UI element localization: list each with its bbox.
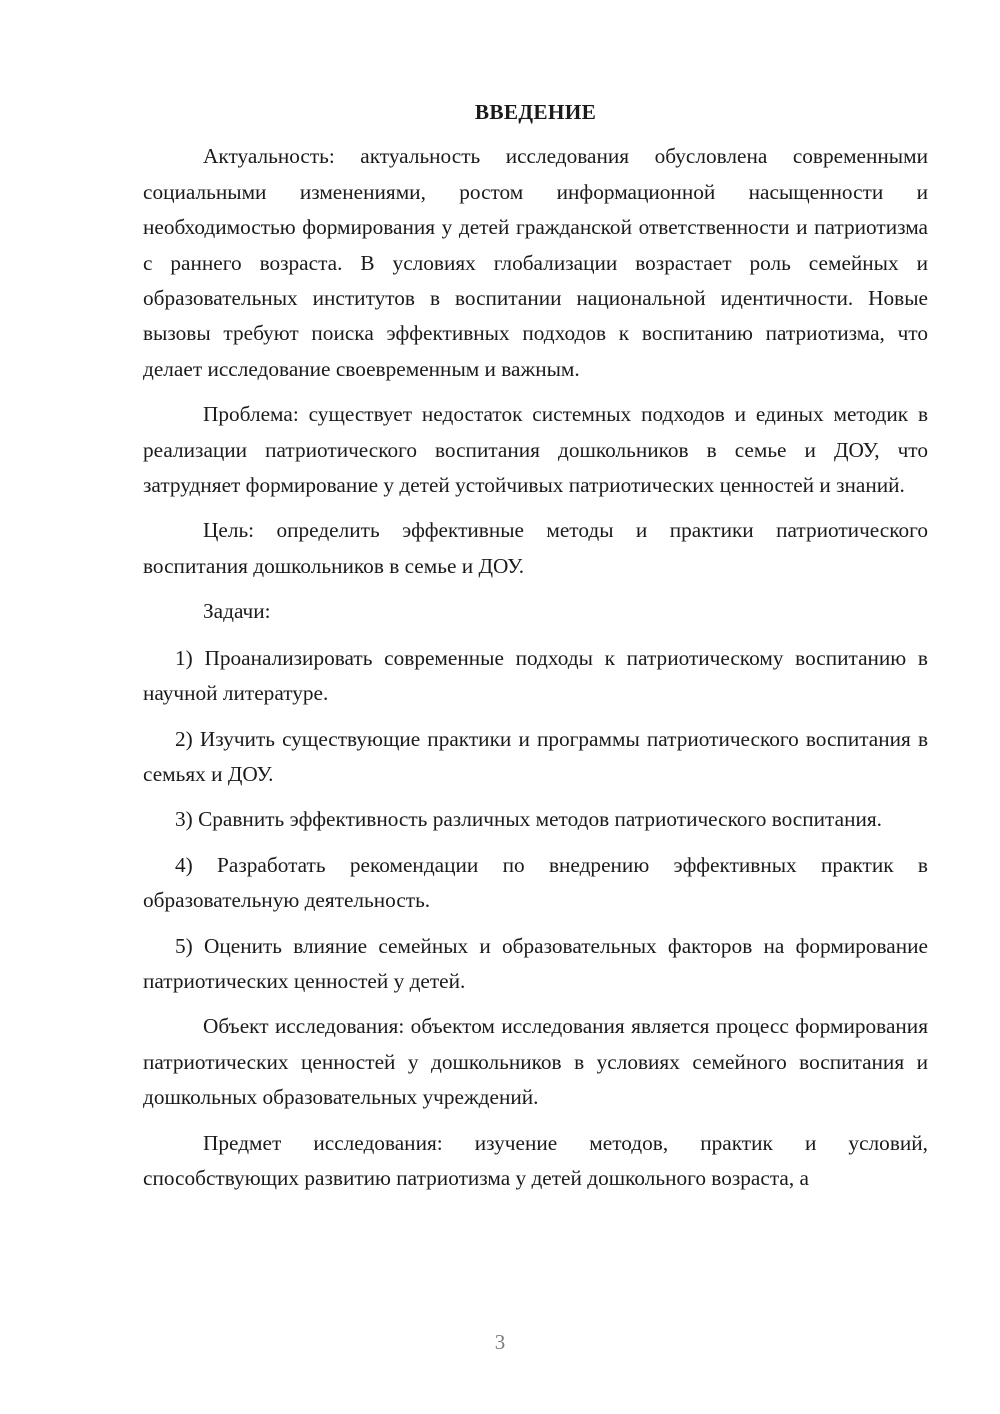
paragraph-subject: Предмет исследования: изучение методов, практик и условий, способствующих развитию патриотизма у детей дошкольного возраста, а xyxy=(143,1130,928,1190)
task-item-5: 5) Оценить влияние семейных и образовательных факторов на формирование патриотических ценностей у детей. xyxy=(143,933,928,993)
task-item-1: 1) Проанализировать современные подходы к патриотическому воспитанию в научной литературе. xyxy=(143,645,928,706)
tasks-heading: Задачи: xyxy=(203,599,271,624)
section-title: ВВЕДЕНИЕ xyxy=(474,100,597,124)
page-number: 3 xyxy=(494,1330,506,1354)
task-item-3: 3) Сравнить эффективность различных методов патриотического воспитания. xyxy=(175,807,882,832)
task-item-2: 2) Изучить существующие практики и программы патриотического воспитания в семьях и ДОУ. xyxy=(143,726,928,786)
paragraph-relevance: Актуальность: актуальность исследования обусловлена современными социальными изменениями, ростом информационной насыщенности и необходимостью формирования у детей гражданской ответственности и патриотизма с раннего возраста. В условиях глобализации возрастает роль семейных и образовательных институтов в воспитании национальной идентичности. Новые вызовы требуют поиска эффективных подходов к воспитанию патриотизма, что делает исследование своевременным и важным. xyxy=(143,144,928,381)
page-content xyxy=(143,95,928,1206)
paragraph-problem: Проблема: существует недостаток системных подходов и единых методик в реализации патриотического воспитания дошкольников в семье и ДОУ, что затрудняет формирование у детей устойчивых патриотических ценностей и знаний. xyxy=(143,402,928,498)
paragraph-object: Объект исследования: объектом исследования является процесс формирования патриотических ценностей у дошкольников в условиях семейного воспитания и дошкольных образовательных учреждений. xyxy=(143,1014,928,1110)
paragraph-goal: Цель: определить эффективные методы и практики патриотического воспитания дошкольников в семье и ДОУ. xyxy=(143,518,928,578)
task-item-4: 4) Разработать рекомендации по внедрению эффективных практик в образовательную деятельность. xyxy=(143,852,928,913)
